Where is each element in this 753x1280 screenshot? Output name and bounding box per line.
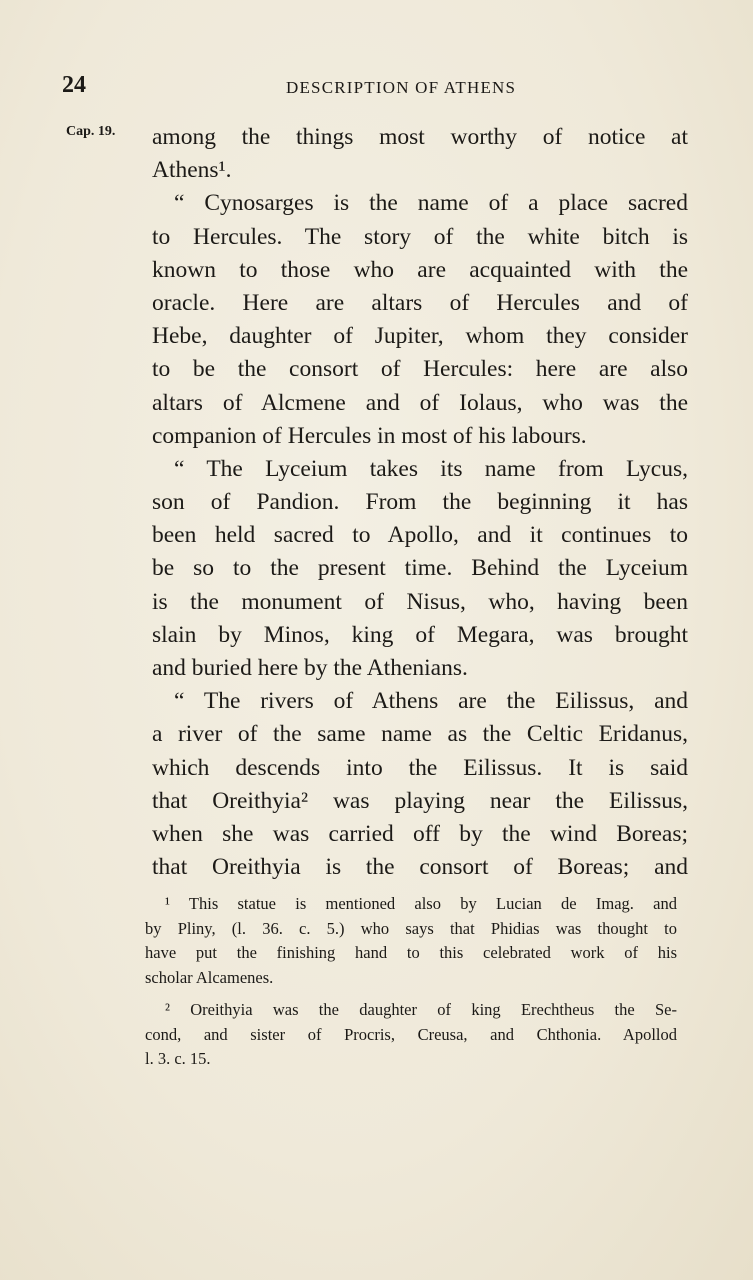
- text-line: altars of Alcmene and of Iolaus, who was the: [152, 389, 688, 416]
- text-line: a river of the same name as the Celtic Eridanus,: [152, 721, 688, 748]
- text-line: “ The rivers of Athens are the Eilissus, and: [174, 688, 688, 715]
- body-text: [152, 121, 688, 884]
- text-line: “ Cynosarges is the name of a place sacred: [174, 190, 688, 217]
- page-header: [62, 72, 682, 104]
- text-line: which descends into the Eilissus. It is said: [152, 754, 688, 781]
- page-number: 24: [62, 72, 86, 98]
- footnote-line: scholar Alcamenes.: [145, 967, 274, 987]
- footnote-line: cond, and sister of Procris, Creusa, and Chthonia. Apollod: [145, 1024, 677, 1044]
- footnote-line: by Pliny, (l. 36. c. 5.) who says that Phidias was thought to: [145, 918, 677, 938]
- text-line: that Oreithyia is the consort of Boreas; and: [152, 854, 688, 881]
- text-line: known to those who are acquainted with the: [152, 256, 688, 283]
- text-line: when she was carried off by the wind Boreas;: [152, 820, 688, 847]
- footnote-line: ² Oreithyia was the daughter of king Erechtheus the Se-: [165, 1000, 677, 1019]
- text-line: is the monument of Nisus, who, having been: [152, 588, 688, 615]
- text-line: companion of Hercules in most of his labours.: [152, 422, 587, 449]
- text-line: be so to the present time. Behind the Lyceium: [152, 555, 688, 582]
- text-line: son of Pandion. From the beginning it has: [152, 489, 688, 516]
- text-line: to Hercules. The story of the white bitch is: [152, 223, 688, 250]
- text-line: among the things most worthy of notice at: [152, 124, 688, 150]
- text-line: Hebe, daughter of Jupiter, whom they consider: [152, 323, 688, 350]
- footnote-line: l. 3. c. 15.: [145, 1049, 211, 1068]
- chapter-margin-note: Cap. 19.: [66, 124, 116, 139]
- footnotes: [145, 892, 677, 1072]
- footnote-2: [145, 998, 677, 1072]
- text-line: that Oreithyia² was playing near the Eilissus,: [152, 787, 688, 814]
- text-line: Athens¹.: [152, 157, 232, 184]
- footnote-1: [145, 892, 677, 990]
- text-line: and buried here by the Athenians.: [152, 655, 468, 681]
- text-line: oracle. Here are altars of Hercules and of: [152, 289, 688, 316]
- text-line: slain by Minos, king of Megara, was brought: [152, 621, 688, 648]
- text-line: to be the consort of Hercules: here are also: [152, 356, 688, 383]
- footnote-line: have put the finishing hand to this celebrated work of his: [145, 943, 677, 962]
- footnote-line: ¹ This statue is mentioned also by Lucian de Imag. and: [165, 894, 677, 913]
- text-line: been held sacred to Apollo, and it continues to: [152, 522, 688, 549]
- text-line: “ The Lyceium takes its name from Lycus,: [174, 455, 688, 482]
- running-head: DESCRIPTION OF ATHENS: [286, 78, 517, 97]
